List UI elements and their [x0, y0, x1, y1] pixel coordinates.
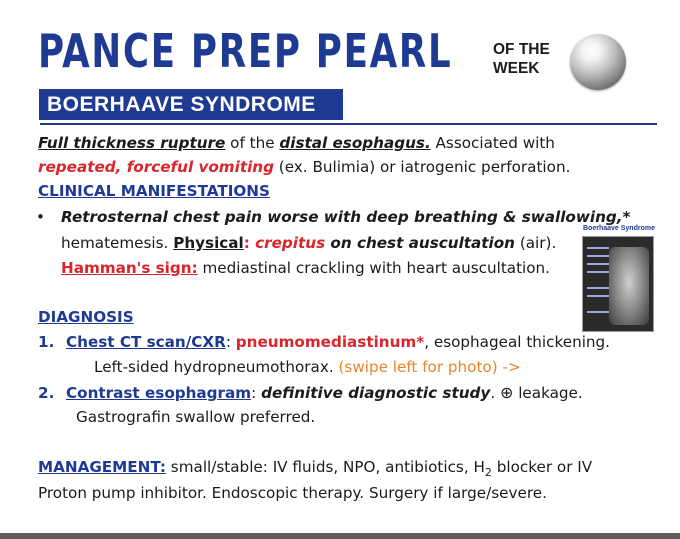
- diagnosis-text: , esophageal thickening.: [424, 333, 611, 351]
- title-suffix-line1: OF THE: [493, 41, 550, 58]
- thumbnail-text-line: [587, 247, 609, 249]
- page-title: PANCE PREP PEARL: [38, 24, 453, 78]
- management-line-1: [38, 457, 592, 479]
- management-heading: MANAGEMENT:: [38, 458, 166, 476]
- thumbnail-text-line: [587, 271, 609, 273]
- intro-text: of the: [225, 134, 280, 152]
- circled-plus-icon: ⊕: [499, 383, 514, 402]
- clinical-heading: CLINICAL MANIFESTATIONS: [38, 182, 270, 200]
- hammans-sign-term: Hamman's sign:: [61, 259, 198, 277]
- thumbnail-text-line: [587, 311, 609, 313]
- crepitus-term: crepitus: [255, 234, 326, 252]
- swipe-hint: (swipe left for photo) ->: [338, 358, 521, 376]
- diagnosis-item-1-line-2: [94, 357, 521, 377]
- diagnosis-item-2: [66, 383, 583, 403]
- diagnosis-text: .: [490, 384, 500, 402]
- diagnosis-text: :: [251, 384, 262, 402]
- definitive-study-term: definitive diagnostic study: [261, 384, 491, 402]
- divider: [40, 123, 657, 125]
- diagnosis-text: Left-sided hydropneumothorax.: [94, 358, 339, 376]
- clinical-text: mediastinal crackling with heart auscultation.: [197, 259, 551, 277]
- thumbnail-text-line: [587, 263, 609, 265]
- diagnosis-item-2-number: 2.: [38, 384, 55, 402]
- intro-term-rupture: Full thickness rupture: [38, 134, 226, 152]
- title-suffix: [493, 40, 550, 78]
- diagnosis-item-1: [66, 332, 610, 352]
- thumbnail-text-line: [587, 295, 609, 297]
- intro-term-vomiting: repeated, forceful vomiting: [38, 158, 274, 176]
- xray-image: [609, 247, 649, 325]
- xray-thumbnail: [582, 225, 655, 332]
- thumbnail-text-line: [587, 255, 609, 257]
- bullet: •: [36, 208, 45, 226]
- diagnosis-item-2-line-2: Gastrografin swallow preferred.: [76, 408, 316, 426]
- auscultation-term: on chest auscultation: [325, 234, 515, 252]
- management-text: blocker or IV: [491, 458, 593, 476]
- title-suffix-line2: WEEK: [493, 60, 540, 77]
- physical-label: Physical: [173, 234, 244, 252]
- intro-term-esophagus: distal esophagus.: [279, 134, 431, 152]
- intro-text: Associated with: [430, 134, 555, 152]
- diagnosis-text: :: [225, 333, 236, 351]
- diagnosis-text: leakage.: [513, 384, 583, 402]
- management-text: small/stable: IV fluids, NPO, antibiotics, H: [165, 458, 485, 476]
- pneumomediastinum-term: pneumomediastinum*: [235, 333, 425, 351]
- bottom-bar: [0, 533, 680, 539]
- intro-line-2: [38, 157, 570, 177]
- syndrome-banner: BOERHAAVE SYNDROME: [39, 89, 343, 120]
- clinical-text: :: [243, 234, 256, 252]
- esophagram-term: Contrast esophagram: [66, 384, 252, 402]
- clinical-text: hematemesis.: [61, 234, 174, 252]
- subscript-two: 2: [484, 466, 492, 479]
- clinical-line-2: [61, 233, 556, 253]
- thumbnail-text-line: [587, 287, 609, 289]
- clinical-text: (air).: [515, 234, 557, 252]
- intro-line-1: [38, 133, 555, 153]
- clinical-line-1: Retrosternal chest pain worse with deep breathing & swallowing,*: [61, 208, 631, 226]
- sphere-icon: [570, 34, 626, 90]
- intro-text: (ex. Bulimia) or iatrogenic perforation.: [273, 158, 571, 176]
- ct-scan-term: Chest CT scan/CXR: [66, 333, 226, 351]
- management-line-2: Proton pump inhibitor. Endoscopic therapy. Surgery if large/severe.: [38, 484, 547, 502]
- thumbnail-title: Boerhaave Syndrome: [583, 225, 655, 232]
- clinical-line-3: [61, 258, 550, 278]
- diagnosis-item-1-number: 1.: [38, 333, 55, 351]
- diagnosis-heading: DIAGNOSIS: [38, 308, 134, 326]
